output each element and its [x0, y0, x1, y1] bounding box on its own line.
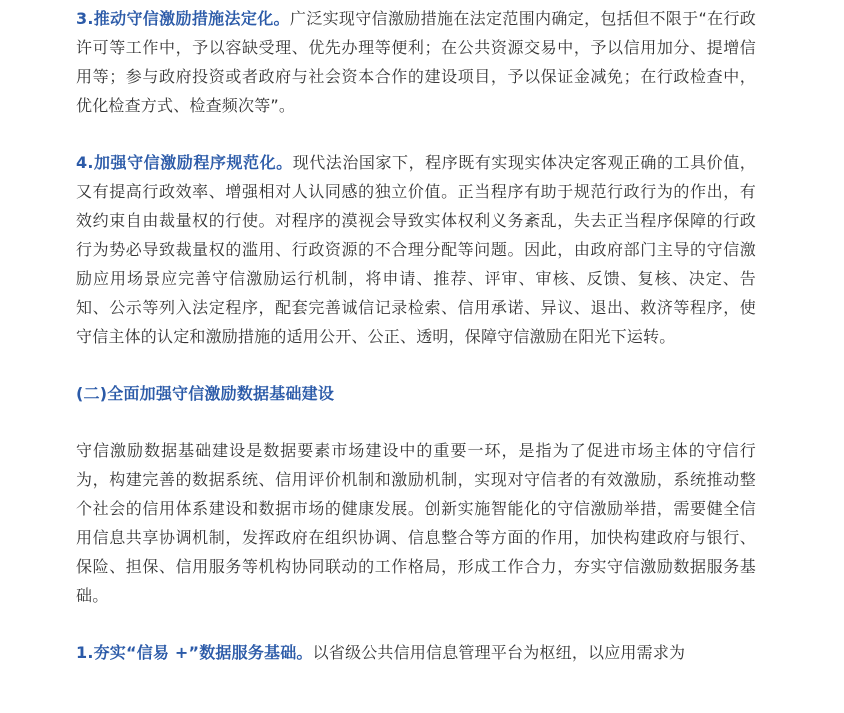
section-heading: (二)全面加强守信激励数据基础建设 [76, 384, 335, 403]
paragraph-text: 现代法治国家下，程序既有实现实体决定客观正确的工具价值，又有提高行政效率、增强相对人认同感的独立价值。正当程序有助于规范行政行为的作出，有效约束自由裁量权的行使。对程序的漠视会导致实体权利义务紊乱，失去正当程序保障的行政行为势必导致裁量权的滥用、行政资源的不合理分配等问题。因此，由政府部门主导的守信激励应用场景应完善守信激励运行机制，将申请、推荐、评审、审核、反馈、复核、决定、告知、公示等列入法定程序，配套完善诚信记录检索、信用承诺、异议、退出、救济等程序，使守信主体的认定和激励措施的适用公开、公正、透明，保障守信激励在阳光下运转。 [76, 153, 756, 346]
section-paragraph: 守信激励数据基础建设是数据要素市场建设中的重要一环，是指为了促进市场主体的守信行为，构建完善的数据系统、信用评价机制和激励机制，实现对守信者的有效激励，系统推动整个社会的信用体系建设和数据市场的健康发展。创新实施智能化的守信激励举措，需要健全信用信息共享协调机制，发挥政府在组织协调、信息整合等方面的作用，加快构建政府与银行、保险、担保、信用服务等机构协同联动的工作格局，形成工作合力，夯实守信激励数据服务基础。 [76, 441, 756, 605]
paragraph-text: 以省级公共信用信息管理平台为枢纽，以应用需求为 [312, 643, 686, 662]
paragraph-lead: 3.推动守信激励措施法定化。 [76, 9, 290, 28]
paragraph-3 [76, 4, 756, 120]
paragraph-4 [76, 148, 756, 351]
paragraph-1 [76, 638, 756, 667]
paragraph-lead: 4.加强守信激励程序规范化。 [76, 153, 293, 172]
paragraph-text: 广泛实现守信激励措施在法定范围内确定，包括但不限于“在行政许可等工作中，予以容缺受理、优先办理等便利；在公共资源交易中，予以信用加分、提增信用等；参与政府投资或者政府与社会资本合作的建设项目，予以保证金减免；在行政检查中，优化检查方式、检查频次等”。 [76, 9, 757, 115]
article-body [76, 4, 756, 695]
paragraph-lead: 1.夯实“信易 +”数据服务基础。 [76, 643, 313, 662]
